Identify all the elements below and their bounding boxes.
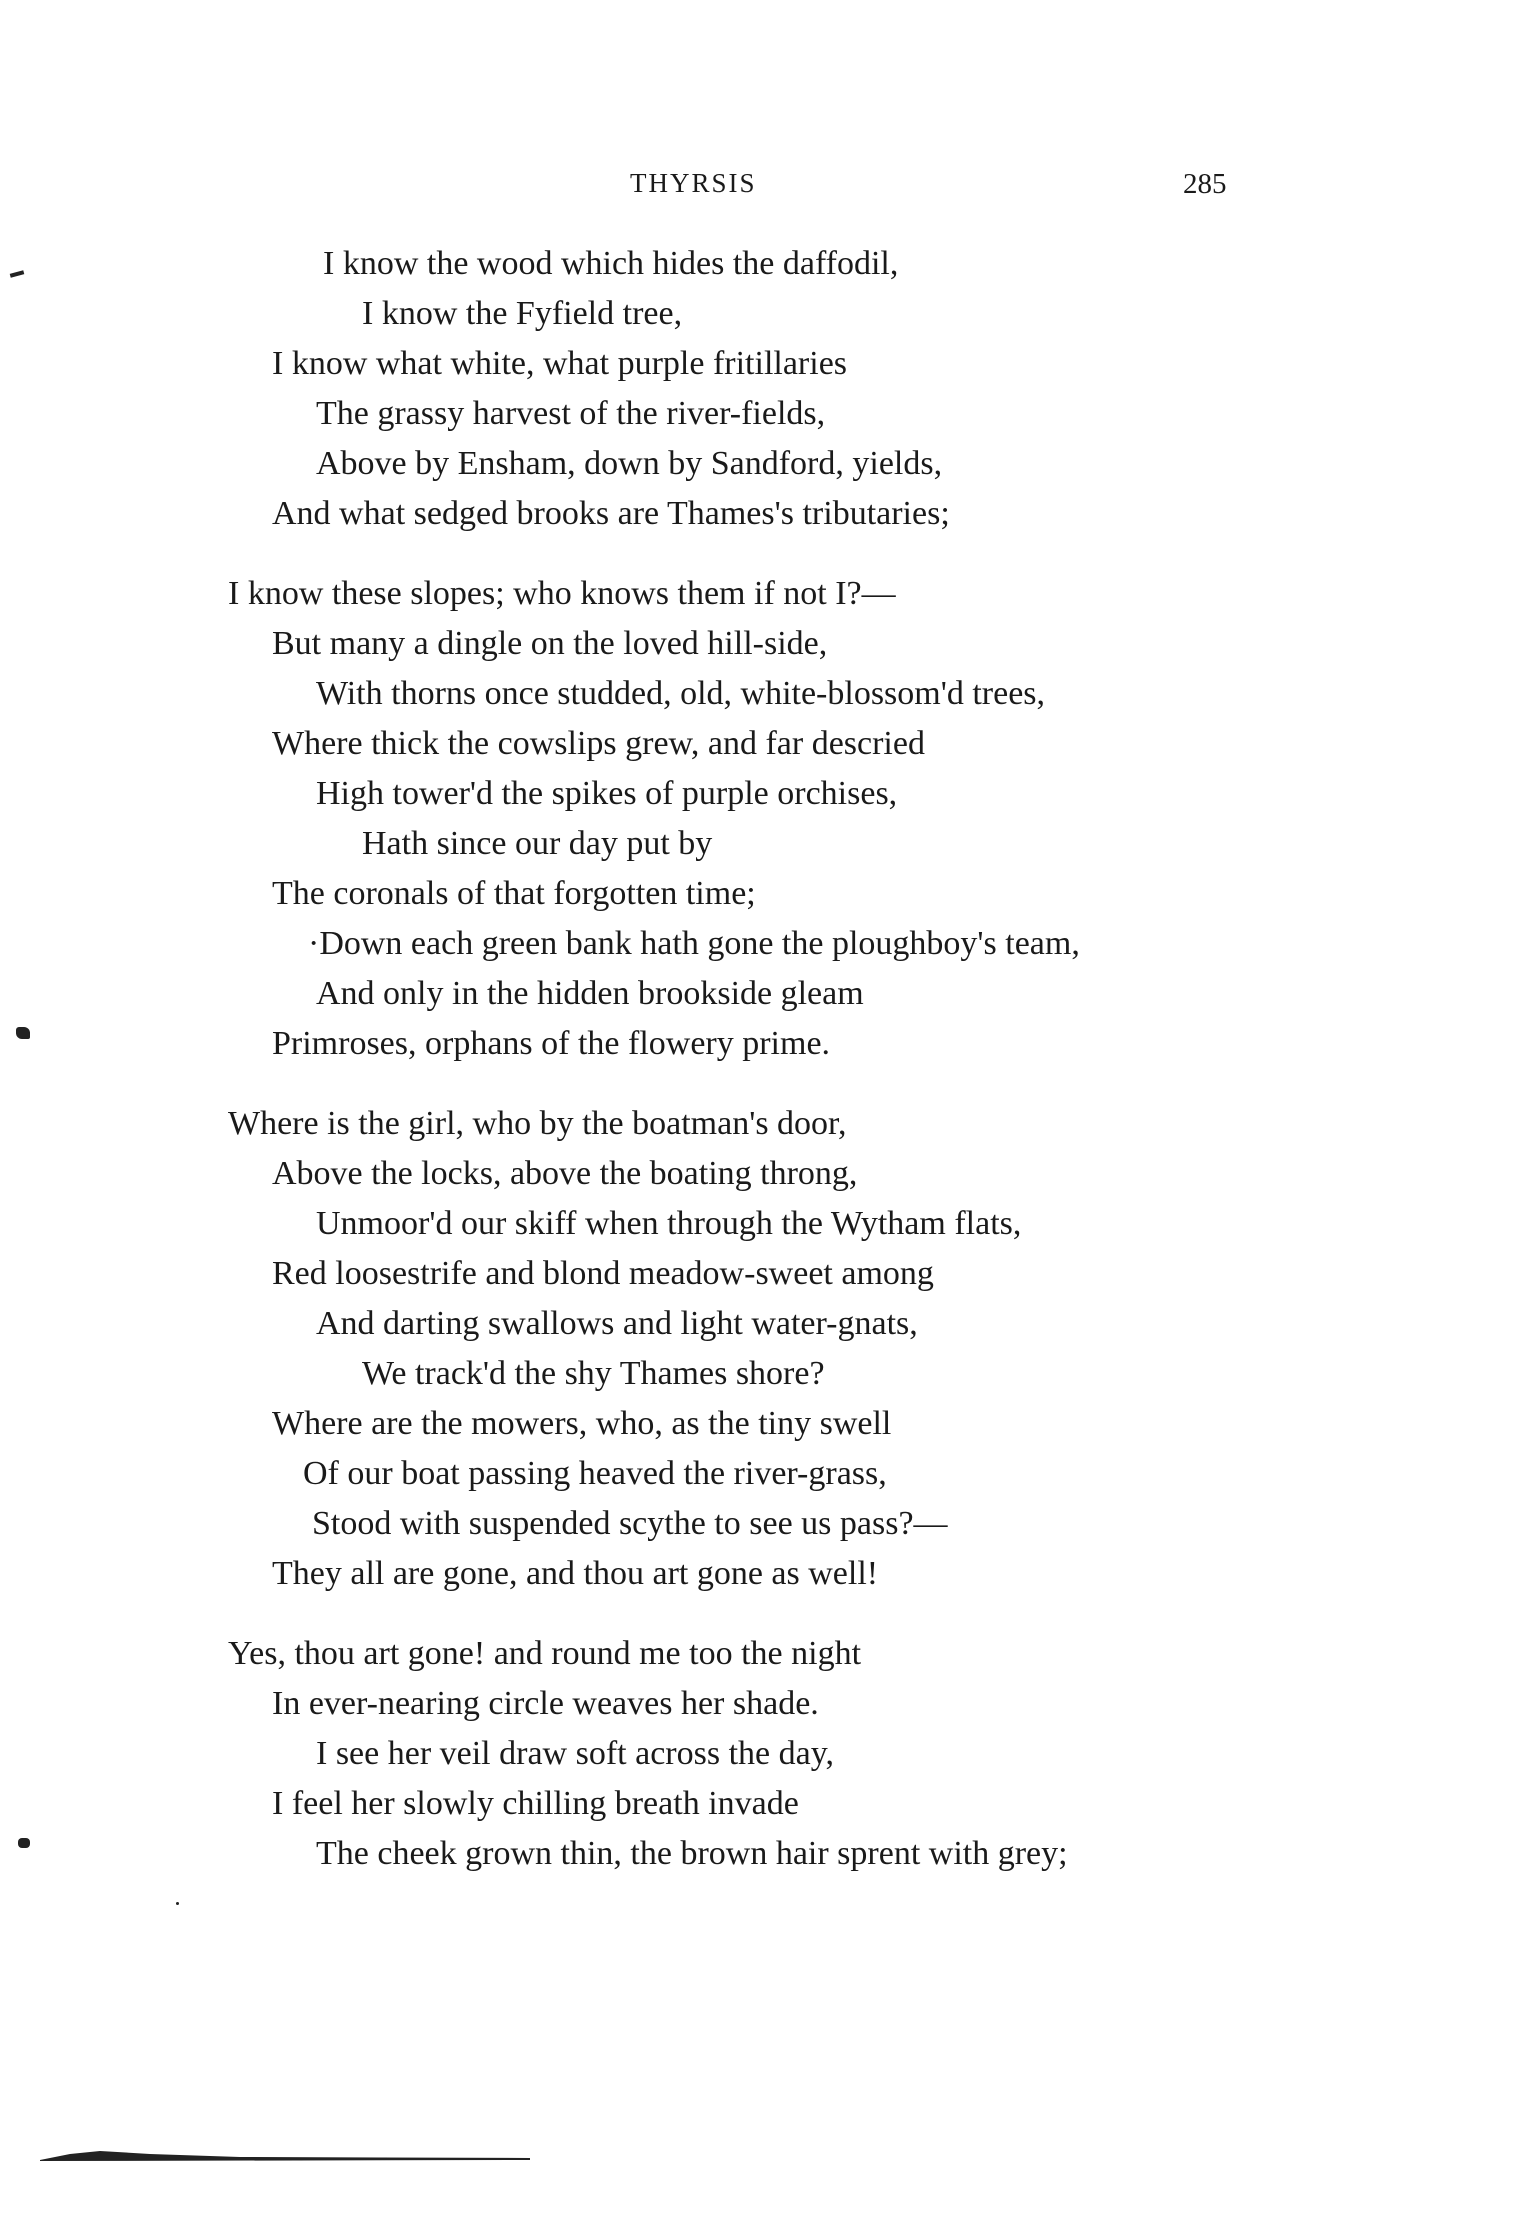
poem-line: ·Down each green bank hath gone the ploughboy's team, — [308, 925, 1080, 962]
margin-mark — [18, 1838, 30, 1848]
poem-line: Stood with suspended scythe to see us pass?— — [312, 1505, 948, 1542]
poem-line: The cheek grown thin, the brown hair sprent with grey; — [316, 1835, 1068, 1872]
running-title: THYRSIS — [630, 168, 757, 198]
poem-line: We track'd the shy Thames shore? — [362, 1355, 825, 1392]
poem-line: I feel her slowly chilling breath invade — [272, 1785, 799, 1822]
poem-line: Yes, thou art gone! and round me too the night — [228, 1635, 862, 1672]
poem-line: Where are the mowers, who, as the tiny swell — [272, 1405, 892, 1442]
poem-line: Where is the girl, who by the boatman's door, — [228, 1105, 847, 1142]
poem-line: I know what white, what purple fritillaries — [272, 345, 848, 382]
margin-mark — [176, 1902, 179, 1905]
poem-line: Above by Ensham, down by Sandford, yields, — [316, 445, 943, 482]
poem-line: And only in the hidden brookside gleam — [316, 975, 864, 1012]
poem-line: Of our boat passing heaved the river-grass, — [303, 1455, 887, 1492]
margin-mark — [10, 270, 25, 277]
poem-line: The grassy harvest of the river-fields, — [316, 395, 826, 432]
poem-line: The coronals of that forgotten time; — [272, 875, 756, 912]
poem-line: Unmoor'd our skiff when through the Wytham flats, — [316, 1205, 1022, 1242]
poem-line: I see her veil draw soft across the day, — [316, 1735, 834, 1772]
poem-line: Hath since our day put by — [362, 825, 713, 862]
poem-line: I know these slopes; who knows them if not I?— — [228, 575, 896, 612]
poem-line: Primroses, orphans of the flowery prime. — [272, 1025, 831, 1062]
poem-line: With thorns once studded, old, white-blossom'd trees, — [316, 675, 1046, 712]
poem-line: In ever-nearing circle weaves her shade. — [272, 1685, 819, 1722]
page-number: 285 — [1183, 168, 1227, 200]
poem-line: I know the wood which hides the daffodil, — [323, 245, 899, 282]
scan-smudge — [40, 2148, 530, 2162]
poem-line: I know the Fyfield tree, — [362, 295, 683, 332]
poem-line: Where thick the cowslips grew, and far descried — [272, 725, 925, 762]
page-header — [0, 168, 1521, 208]
poem-line: And what sedged brooks are Thames's tributaries; — [272, 495, 950, 532]
poem-line: Above the locks, above the boating throng, — [272, 1155, 858, 1192]
poem-line: Red loosestrife and blond meadow-sweet among — [272, 1255, 934, 1292]
margin-mark — [16, 1027, 30, 1039]
poem-line: And darting swallows and light water-gnats, — [316, 1305, 918, 1342]
poem-line: They all are gone, and thou art gone as well! — [272, 1555, 879, 1592]
poem-line: High tower'd the spikes of purple orchises, — [316, 775, 898, 812]
poem-line: But many a dingle on the loved hill-side, — [272, 625, 828, 662]
